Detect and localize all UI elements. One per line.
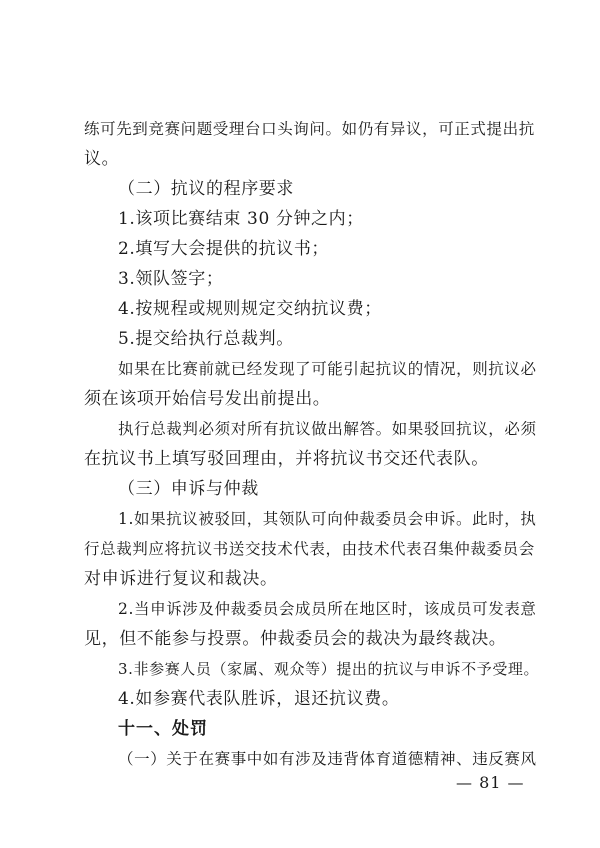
paragraph-line: （一）关于在赛事中如有涉及违背体育道德精神、违反赛风 — [118, 750, 537, 768]
paragraph-line: 执行总裁判必须对所有抗议做出解答。如果驳回抗议，必须 — [118, 420, 537, 438]
list-item: 3.非参赛人员（家属、观众等）提出的抗议与申诉不予受理。 — [118, 660, 540, 678]
section-heading: 十一、处罚 — [118, 719, 208, 739]
list-item: 4.如参赛代表队胜诉，退还抗议费。 — [118, 689, 400, 709]
paragraph-line: 见，但不能参与投票。仲裁委员会的裁决为最终裁决。 — [84, 629, 507, 649]
list-item: 2.填写大会提供的抗议书； — [118, 239, 330, 259]
list-item: 5.提交给执行总裁判。 — [118, 329, 294, 349]
list-item: 2.当申诉涉及仲裁委员会成员所在地区时，该成员可发表意 — [118, 600, 537, 618]
paragraph-line: 对申诉进行复议和裁决。 — [84, 569, 278, 589]
section-subheading: （三）申诉与仲裁 — [118, 479, 259, 499]
paragraph-line: 行总裁判应将抗议书送交技术代表，由技术代表召集仲裁委员会 — [84, 540, 535, 558]
list-item: 4.按规程或规则规定交纳抗议费； — [118, 299, 382, 319]
list-item: 3.领队签字； — [118, 269, 224, 289]
list-item: 1.如果抗议被驳回，其领队可向仲裁委员会申诉。此时，执 — [118, 510, 537, 528]
list-item: 1.该项比赛结束 30 分钟之内； — [118, 209, 364, 229]
paragraph-line: 须在该项开始信号发出前提出。 — [84, 389, 331, 409]
paragraph-line: 在抗议书上填写驳回理由，并将抗议书交还代表队。 — [84, 449, 489, 469]
paragraph-line: 议。 — [84, 149, 120, 169]
paragraph-line: 练可先到竞赛问题受理台口头询问。如仍有异议，可正式提出抗 — [84, 120, 535, 138]
page-number: — 81 — — [456, 773, 525, 792]
section-subheading: （二）抗议的程序要求 — [118, 179, 294, 199]
paragraph-line: 如果在比赛前就已经发现了可能引起抗议的情况，则抗议必 — [118, 360, 537, 378]
